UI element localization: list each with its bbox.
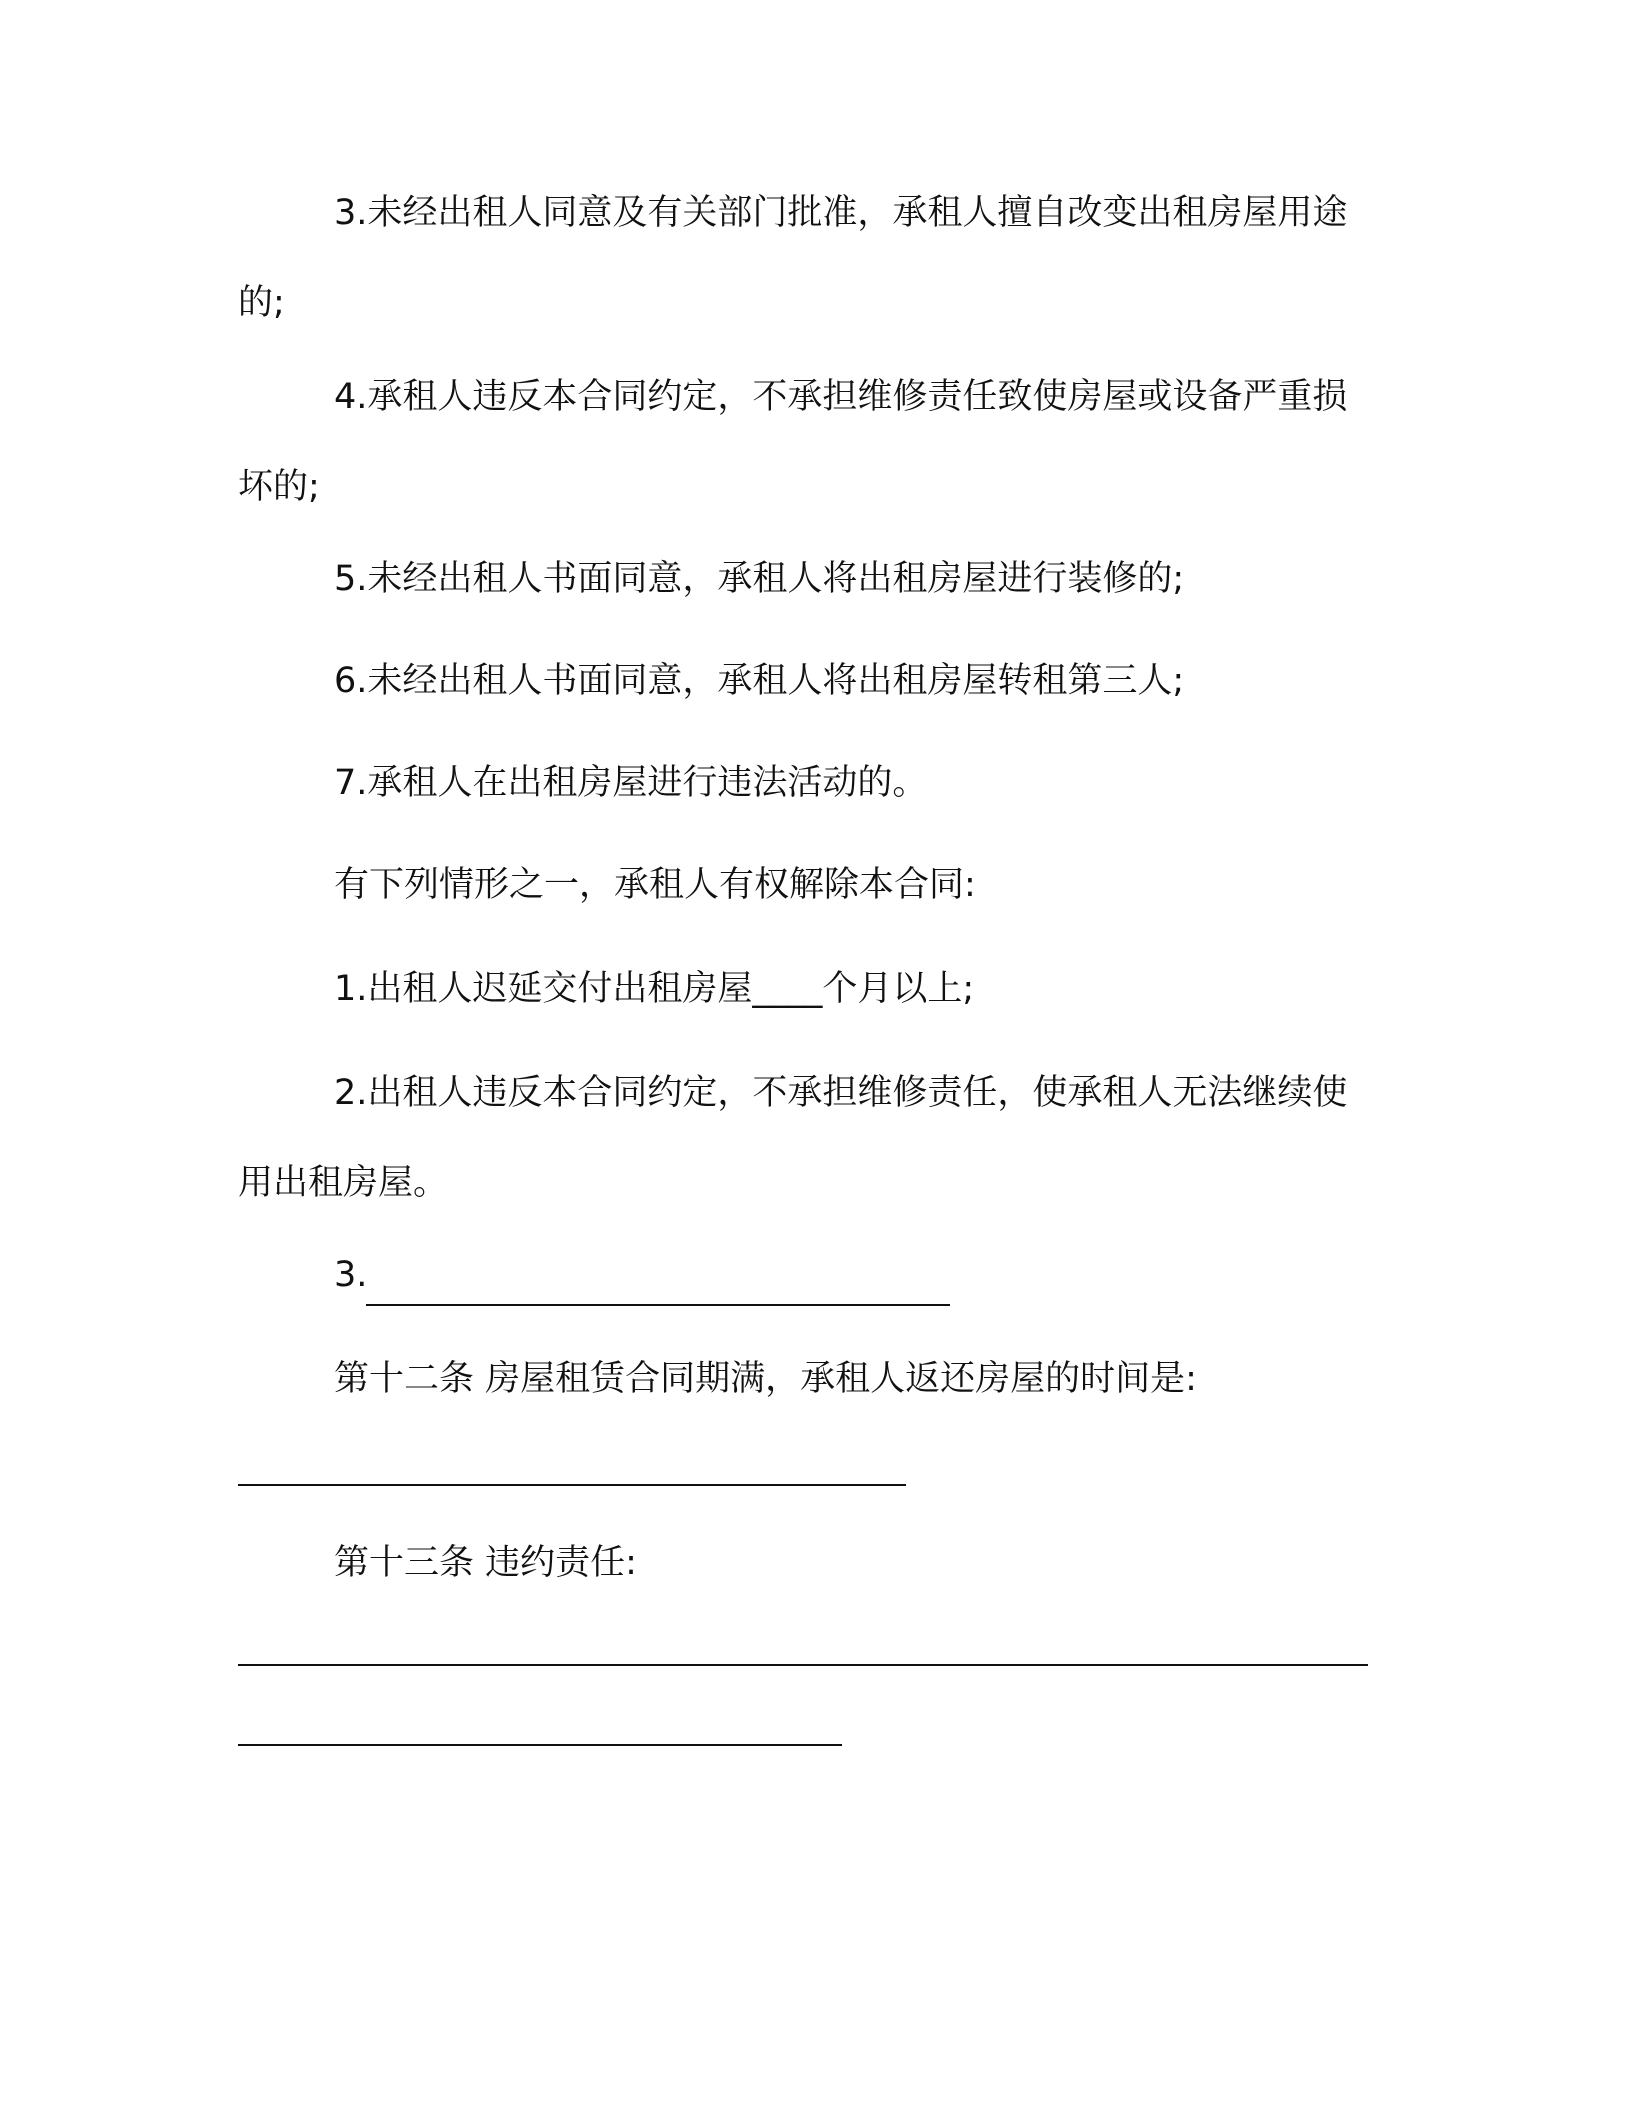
fill-in-blank-article-13-line-2[interactable] [238,1744,842,1746]
clause-item-4: 4.承租人违反本合同约定，不承担维修责任致使房屋或设备严重损坏的; [238,377,1348,507]
fill-in-blank-article-13-line-1[interactable] [238,1664,1368,1666]
tenant-termination-item-3: 3. [334,1255,368,1295]
fill-in-blank-item-3[interactable] [366,1304,950,1306]
clause-item-7: 7.承租人在出租房屋进行违法活动的。 [334,763,928,803]
tenant-termination-item-2: 2.出租人违反本合同约定，不承担维修责任，使承租人无法继续使用出租房屋。 [238,1073,1348,1203]
tenant-termination-item-1: 1.出租人迟延交付出租房屋____个月以上; [334,969,975,1009]
clause-item-6: 6.未经出租人书面同意，承租人将出租房屋转租第三人; [334,661,1185,701]
tenant-termination-heading: 有下列情形之一，承租人有权解除本合同: [334,865,976,905]
fill-in-blank-article-12[interactable] [238,1484,906,1486]
article-12: 第十二条 房屋租赁合同期满，承租人返还房屋的时间是: [334,1359,1197,1399]
article-13: 第十三条 违约责任: [334,1543,637,1583]
clause-item-3: 3.未经出租人同意及有关部门批准，承租人擅自改变出租房屋用途的; [238,193,1348,323]
clause-item-5: 5.未经出租人书面同意，承租人将出租房屋进行装修的; [334,559,1185,599]
